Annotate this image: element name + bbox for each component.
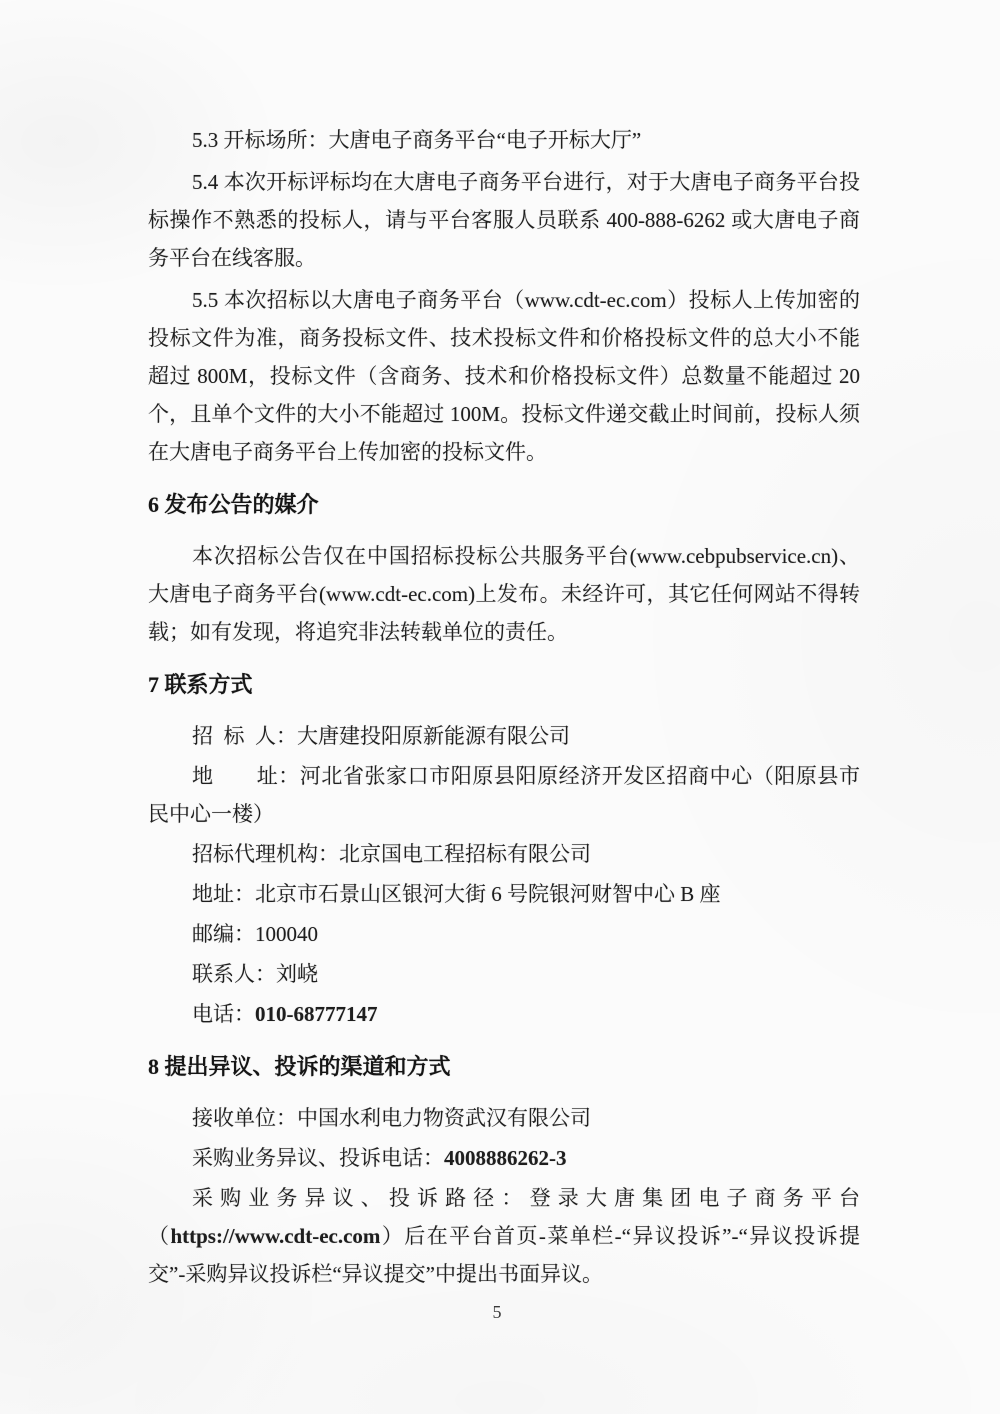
complaint-phone-label: 采购业务异议、投诉电话： (192, 1146, 444, 1170)
phone-label: 电话： (192, 1002, 255, 1026)
page-content (148, 121, 860, 1297)
section-8-heading: 8 提出异议、投诉的渠道和方式 (148, 1054, 451, 1079)
paragraph-5-3: 5.3 开标场所：大唐电子商务平台“电子开标大厅” (192, 128, 642, 152)
complaint-path-suffix: ）后在平台首页-菜单栏-“异议投诉”-“异议投诉提交”-采购异议投诉栏“异议提交”中提出书面异议。 (148, 1224, 861, 1286)
section-6-heading: 6 发布公告的媒介 (148, 492, 319, 517)
paragraph-5-4: 5.4 本次开标评标均在大唐电子商务平台进行，对于大唐电子商务平台投标操作不熟悉的投标人，请与平台客服人员联系 400-888-6262 或大唐电子商务平台在线客服。 (148, 170, 860, 270)
paragraph-5-5: 5.5 本次招标以大唐电子商务平台（www.cdt-ec.com）投标人上传加密的投标文件为准，商务投标文件、技术投标文件和价格投标文件的总大小不能超过 800M，投标文件（含商务、技术和价格投标文件）总数量不能超过 20 个，且单个文件的大小不能超过 100M。投标文件递交截止时间前，投标人须在大唐电子商务平台上传加密的投标文件。 (148, 288, 860, 464)
section-7-heading: 7 联系方式 (148, 672, 253, 697)
tenderer-address-line: 地 址：河北省张家口市阳原县阳原经济开发区招商中心（阳原县市民中心一楼） (148, 764, 860, 826)
postcode-line: 邮编：100040 (192, 922, 318, 946)
agency-line: 招标代理机构：北京国电工程招标有限公司 (192, 842, 591, 866)
contact-person-line: 联系人：刘峣 (192, 962, 318, 986)
complaint-path-paragraph (148, 1179, 860, 1293)
receiver-line: 接收单位：中国水利电力物资武汉有限公司 (192, 1106, 591, 1130)
complaint-phone-line (148, 1139, 860, 1177)
complaint-path-prefix: 采购业务异议、投诉路径：登录大唐集团电子商务平台（ (148, 1186, 860, 1248)
phone-number: 010-68777147 (255, 1002, 378, 1026)
page-number: 5 (492, 1302, 502, 1322)
complaint-phone-number: 4008886262-3 (444, 1146, 567, 1170)
paragraph-6-1: 本次招标公告仅在中国招标投标公共服务平台(www.cebpubservice.cn)、大唐电子商务平台(www.cdt-ec.com)上发布。未经许可，其它任何网站不得转载；如有发现，将追究非法转载单位的责任。 (148, 544, 860, 644)
phone-line (148, 995, 860, 1033)
tenderer-line: 招 标 人：大唐建投阳原新能源有限公司 (192, 724, 570, 748)
complaint-path-url: https://www.cdt-ec.com (170, 1224, 381, 1248)
agency-address-line: 地址：北京市石景山区银河大街 6 号院银河财智中心 B 座 (192, 882, 721, 906)
